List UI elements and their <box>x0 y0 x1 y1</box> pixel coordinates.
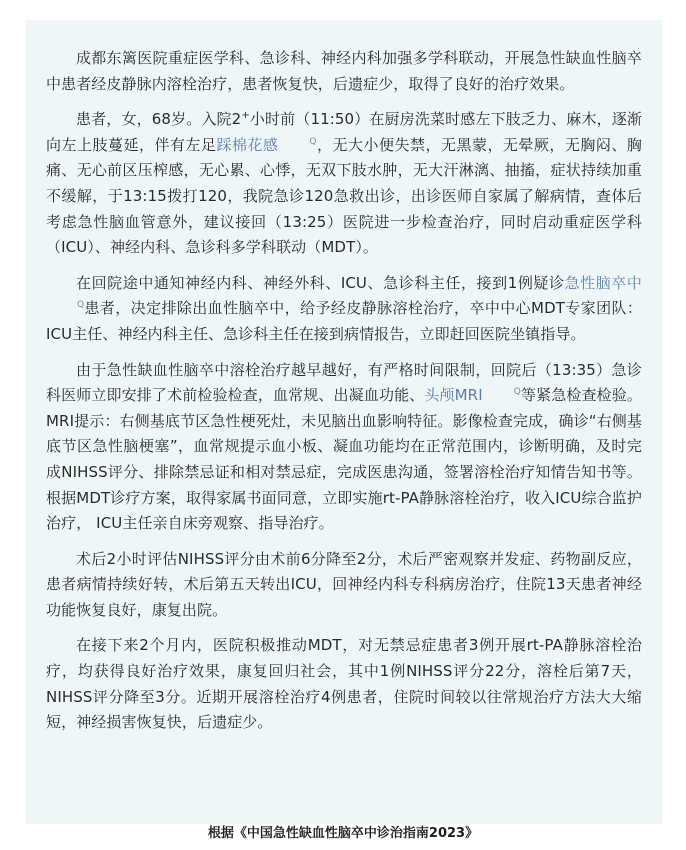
paragraph-case: 患者，女，68岁。入院2+小时前（11:50）在厨房洗菜时感左下肢乏力、麻木，逐渐向左上肢蔓延，伴有左足踩棉花感 Q，无大小便失禁，无黑蒙，无晕厥，无胸闷、胸痛、无心前区压榨感，无心累、心悸，无双下肢水肿，无大汗淋漓、抽搐，症状持续加重不缓解，于13:15拨打120，我院急诊120急救出诊，出诊医师自家属了解病情，查体后考虑急性脑血管意外，建议接回（13:25）医院进一步检查治疗，同时启动重症医学科（ICU）、神经内科、急诊科多学科联动（MDT）。 <box>46 110 643 257</box>
keyword-link-cotton-feeling[interactable]: 踩棉花感 <box>216 135 279 154</box>
source-caption: 根据《中国急性缺血性脑卒中诊治指南2023》 <box>207 826 479 841</box>
paragraph-followup: 在接下来2个月内，医院积极推动MDT，对无禁忌症患者3例开展rt-PA静脉溶栓治疗，均获得良好治疗效果，康复回归社会，其中1例NIHSS评分22分，溶栓后第7天，NIHSS评分降至3分。近期开展溶栓治疗4例患者，住院时间较以往常规治疗方法大大缩短，神经损害恢复快，后遗症少。 <box>46 636 642 732</box>
paragraph-treatment: 由于急性缺血性脑卒中溶栓治疗越早越好，有严格时间限制，回院后（13:35）急诊科医师立即安排了术前检验检查，血常规、出凝血功能、头颅MRI Q等紧急检查检验。MRI提示：右侧基底节区急性梗死灶，未见脑出血影响特征。影像检查完成，确诊“右侧基底节区急性脑梗塞”，血常规提示血小板、凝血功能均在正常范围内，诊断明确，及时完成NIHSS评分、排除禁忌证和相对禁忌症，完成医患沟通，签署溶栓治疗知情告知书等。根据MDT诊疗方案，取得家属书面同意，立即实施rt-PA静脉溶栓治疗，收入ICU综合监护治疗， ICU主任亲自床旁观察、指导治疗。 <box>46 360 642 533</box>
paragraph-intro: 成都东篱医院重症医学科、急诊科、神经内科加强多学科联动，开展急性缺血性脑卒中患者经皮静脉内溶栓治疗，患者恢复快，后遗症少，取得了良好的治疗效果。 <box>46 49 642 93</box>
article-card <box>26 20 662 824</box>
keyword-link-head-mri[interactable]: 头颅MRI <box>424 386 483 405</box>
superscript-plus: + <box>241 110 250 122</box>
paragraph-transfer: 在回院途中通知神经内科、神经外科、ICU、急诊科主任，接到1例疑诊急性脑卒中Q患者，决定排除出血性脑卒中，给予经皮静脉溶栓治疗，卒中中心MDT专家团队：ICU主任、神经内科主任、急诊科主任在接到病情报告，立即赶回医院坐镇指导。 <box>46 273 642 343</box>
paragraph-outcome: 术后2小时评估NIHSS评分由术前6分降至2分，术后严密观察并发症、药物副反应，患者病情持续好转，术后第五天转出ICU，回神经内科专科病房治疗，住院13天患者神经功能恢复良好，康复出院。 <box>46 549 642 619</box>
keyword-link-acute-stroke[interactable]: 急性脑卒中 <box>564 273 642 292</box>
